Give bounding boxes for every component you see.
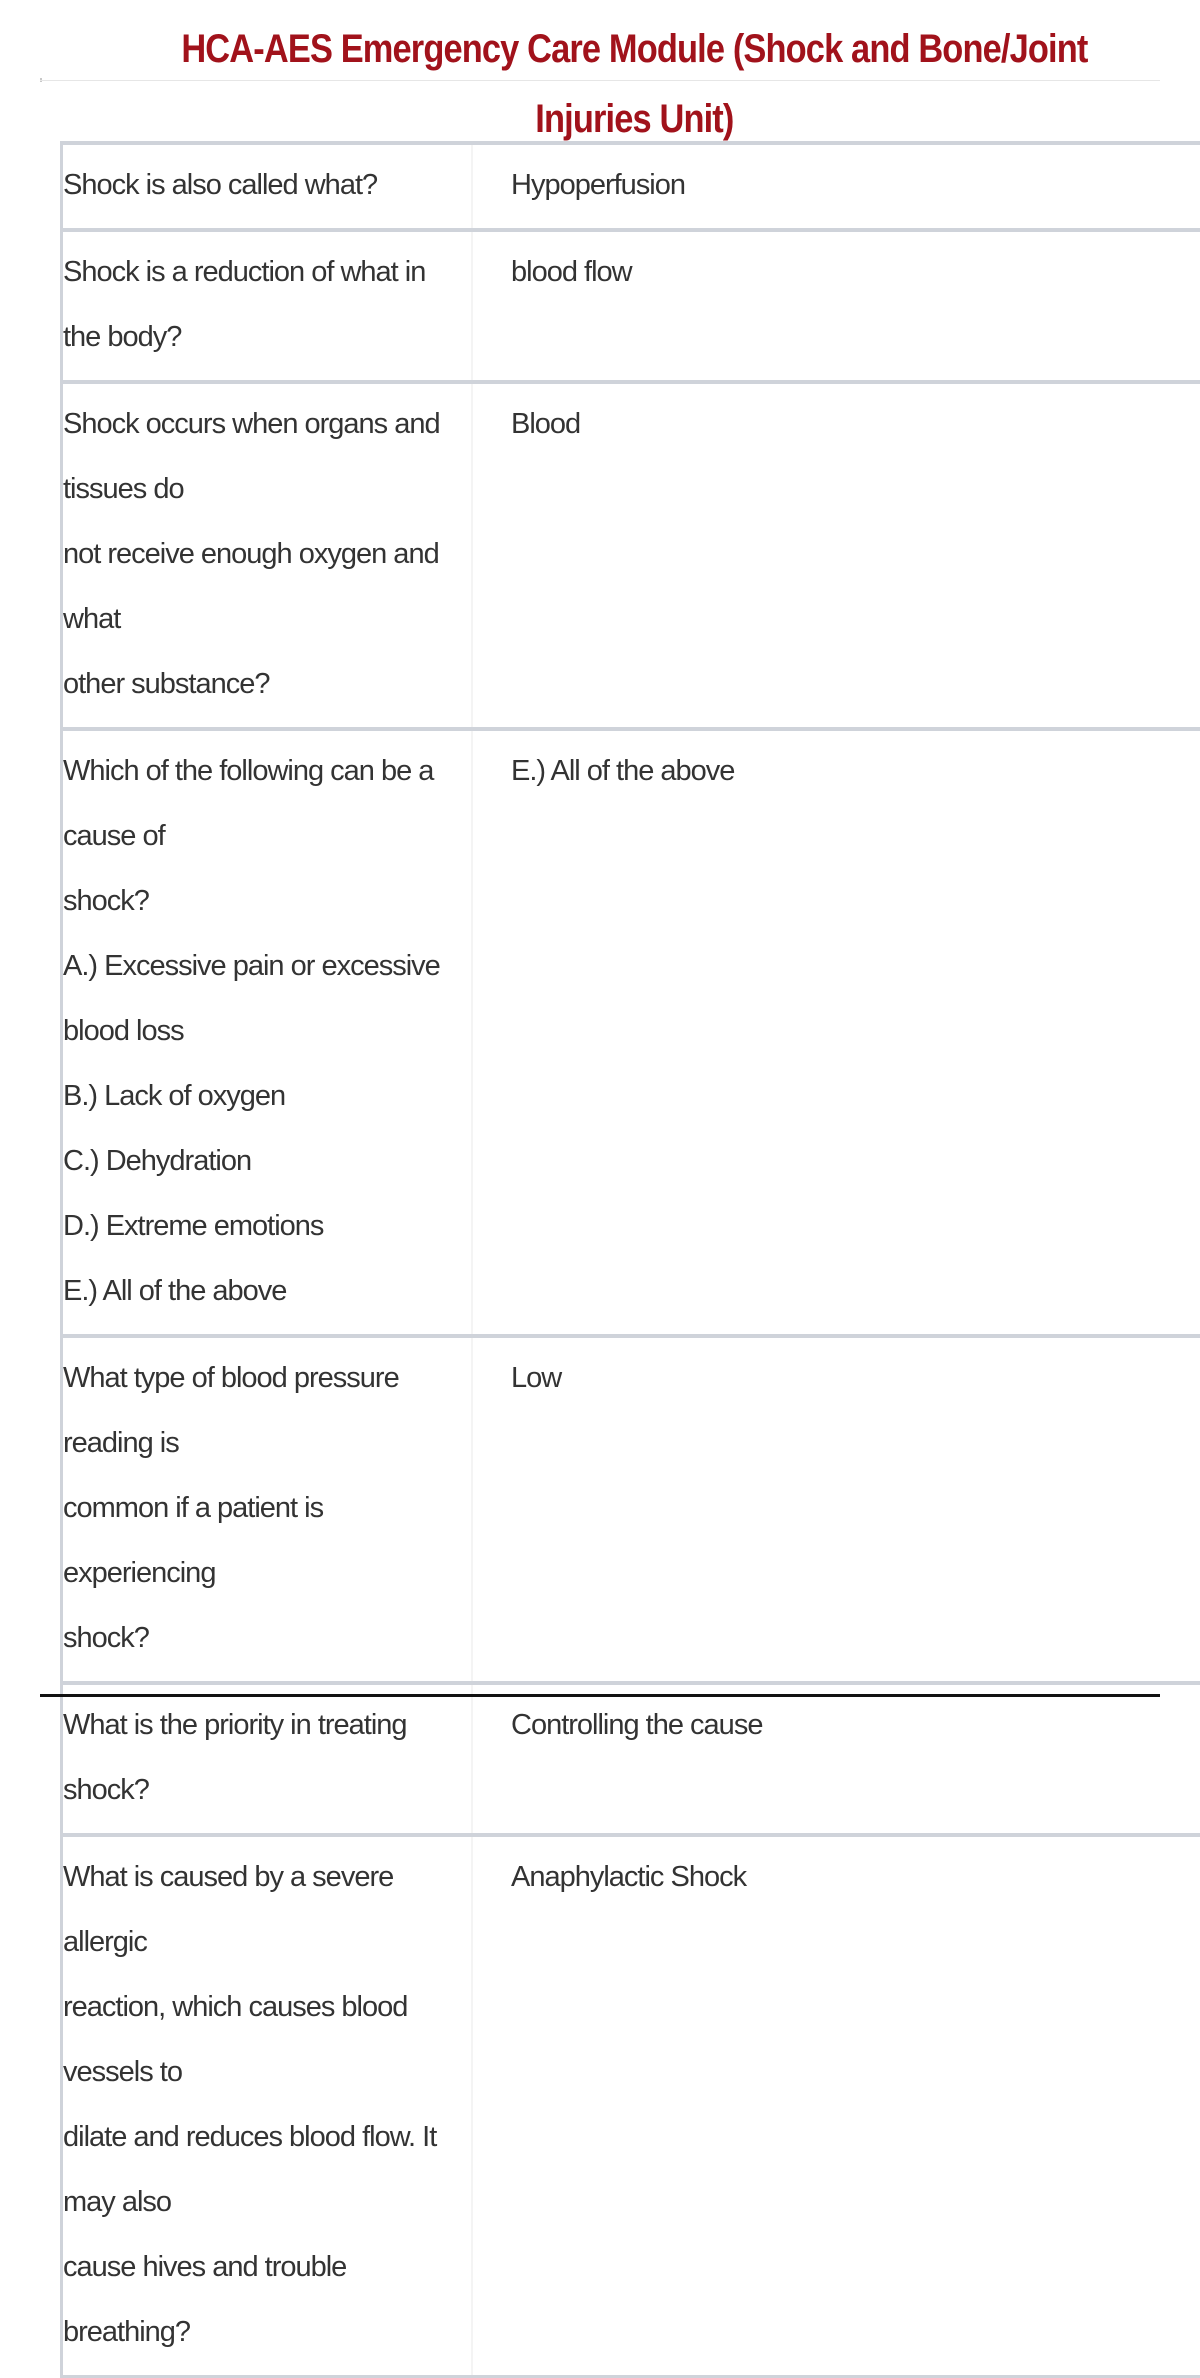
table-row bbox=[63, 380, 1200, 727]
answer-cell: Low bbox=[511, 1362, 562, 1394]
page-bottom-divider bbox=[40, 1694, 1160, 1697]
table-row bbox=[63, 141, 1200, 228]
question-cell: Shock is a reduction of what in the body? bbox=[63, 232, 473, 380]
table-row bbox=[63, 1833, 1200, 2375]
table-row bbox=[63, 228, 1200, 380]
page-title: HCA-AES Emergency Care Module (Shock and Bone/Joint Injuries Unit) bbox=[181, 27, 1088, 141]
question-cell: What type of blood pressure reading is common if a patient is experiencing shock? bbox=[63, 1338, 473, 1681]
question-cell: Which of the following can be a cause of shock? A.) Excessive pain or excessive blood loss B.) Lack of oxygen C.) Dehydration D.) Extreme emotions E.) All of the above bbox=[63, 731, 473, 1334]
answer-cell: Anaphylactic Shock bbox=[511, 1861, 747, 1893]
answer-cell: Blood bbox=[511, 408, 581, 440]
answer-cell: blood flow bbox=[511, 256, 632, 288]
table-row bbox=[63, 727, 1200, 1334]
answer-cell: E.) All of the above bbox=[511, 755, 735, 787]
qa-table bbox=[60, 141, 1200, 2378]
question-cell: What is the priority in treating shock? bbox=[63, 1685, 473, 1833]
title-divider bbox=[40, 80, 1160, 81]
table-row bbox=[63, 1681, 1200, 1833]
question-cell: What is caused by a severe allergic reaction, which causes blood vessels to dilate and reduces blood flow. It may also cause hives and trouble breathing? bbox=[63, 1837, 473, 2375]
question-cell: Shock occurs when organs and tissues do not receive enough oxygen and what other substance? bbox=[63, 384, 473, 727]
question-cell: Shock is also called what? bbox=[63, 145, 473, 228]
answer-cell: Hypoperfusion bbox=[511, 169, 685, 201]
answer-cell: Controlling the cause bbox=[511, 1709, 763, 1741]
table-row bbox=[63, 1334, 1200, 1681]
